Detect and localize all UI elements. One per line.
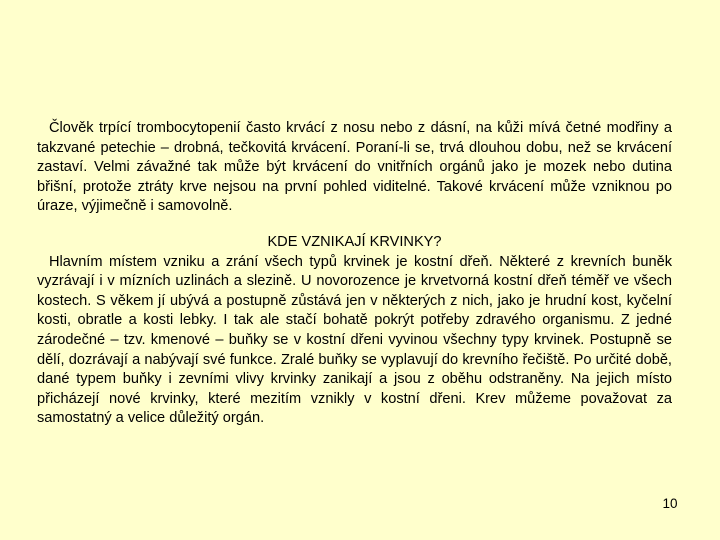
page-number: 10 bbox=[662, 496, 678, 511]
paragraph-blood-cell-origin: Hlavním místem vzniku a zrání všech typů krvinek je kostní dřeň. Některé z krevních buněk vyzrávají i v mízních uzlinách a slezině. U novorozence je krvetvorná kostní dřeň téměř ve všech kostech. S věkem jí ubývá a postupně zůstává jen v některých z nich, jako je hrudní kost, kyčelní kosti, obratle a kosti lebky. I tak ale stačí bohatě pokrýt potřeby zdravého organismu. Z jedné zárodečné – tzv. kmenové – buňky se v kostní dřeni vyvinou všechny typy krvinek. Postupně se dělí, dozrávají a nabývají své funkce. Zralé buňky se vyplavují do krevního řečiště. Po určité době, dané typem buňky i zevními vlivy krvinky zanikají a jsou z oběhu odstraněny. Na jejich místo přicházejí nové krvinky, které mezitím vznikly v kostní dřeni. Krev můžeme považovat za samostatný a velice důležitý orgán. bbox=[37, 253, 672, 427]
slide-content bbox=[37, 119, 672, 429]
paragraph-thrombocytopenia: Člověk trpící trombocytopenií často krvácí z nosu nebo z dásní, na kůži mívá četné modřiny a takzvané petechie – drobná, tečkovitá krvácení. Poraní-li se, trvá dlouhou dobu, než se krvácení zastaví. Velmi závažné tak může být krvácení do vnitřních orgánů jako je mozek nebo dutina břišní, protože ztráty krve nejsou na první pohled viditelné. Takové krvácení může vzniknou po úraze, výjimečně i samovolně. bbox=[37, 120, 672, 215]
section-heading: KDE VZNIKAJÍ KRVINKY? bbox=[267, 233, 442, 250]
